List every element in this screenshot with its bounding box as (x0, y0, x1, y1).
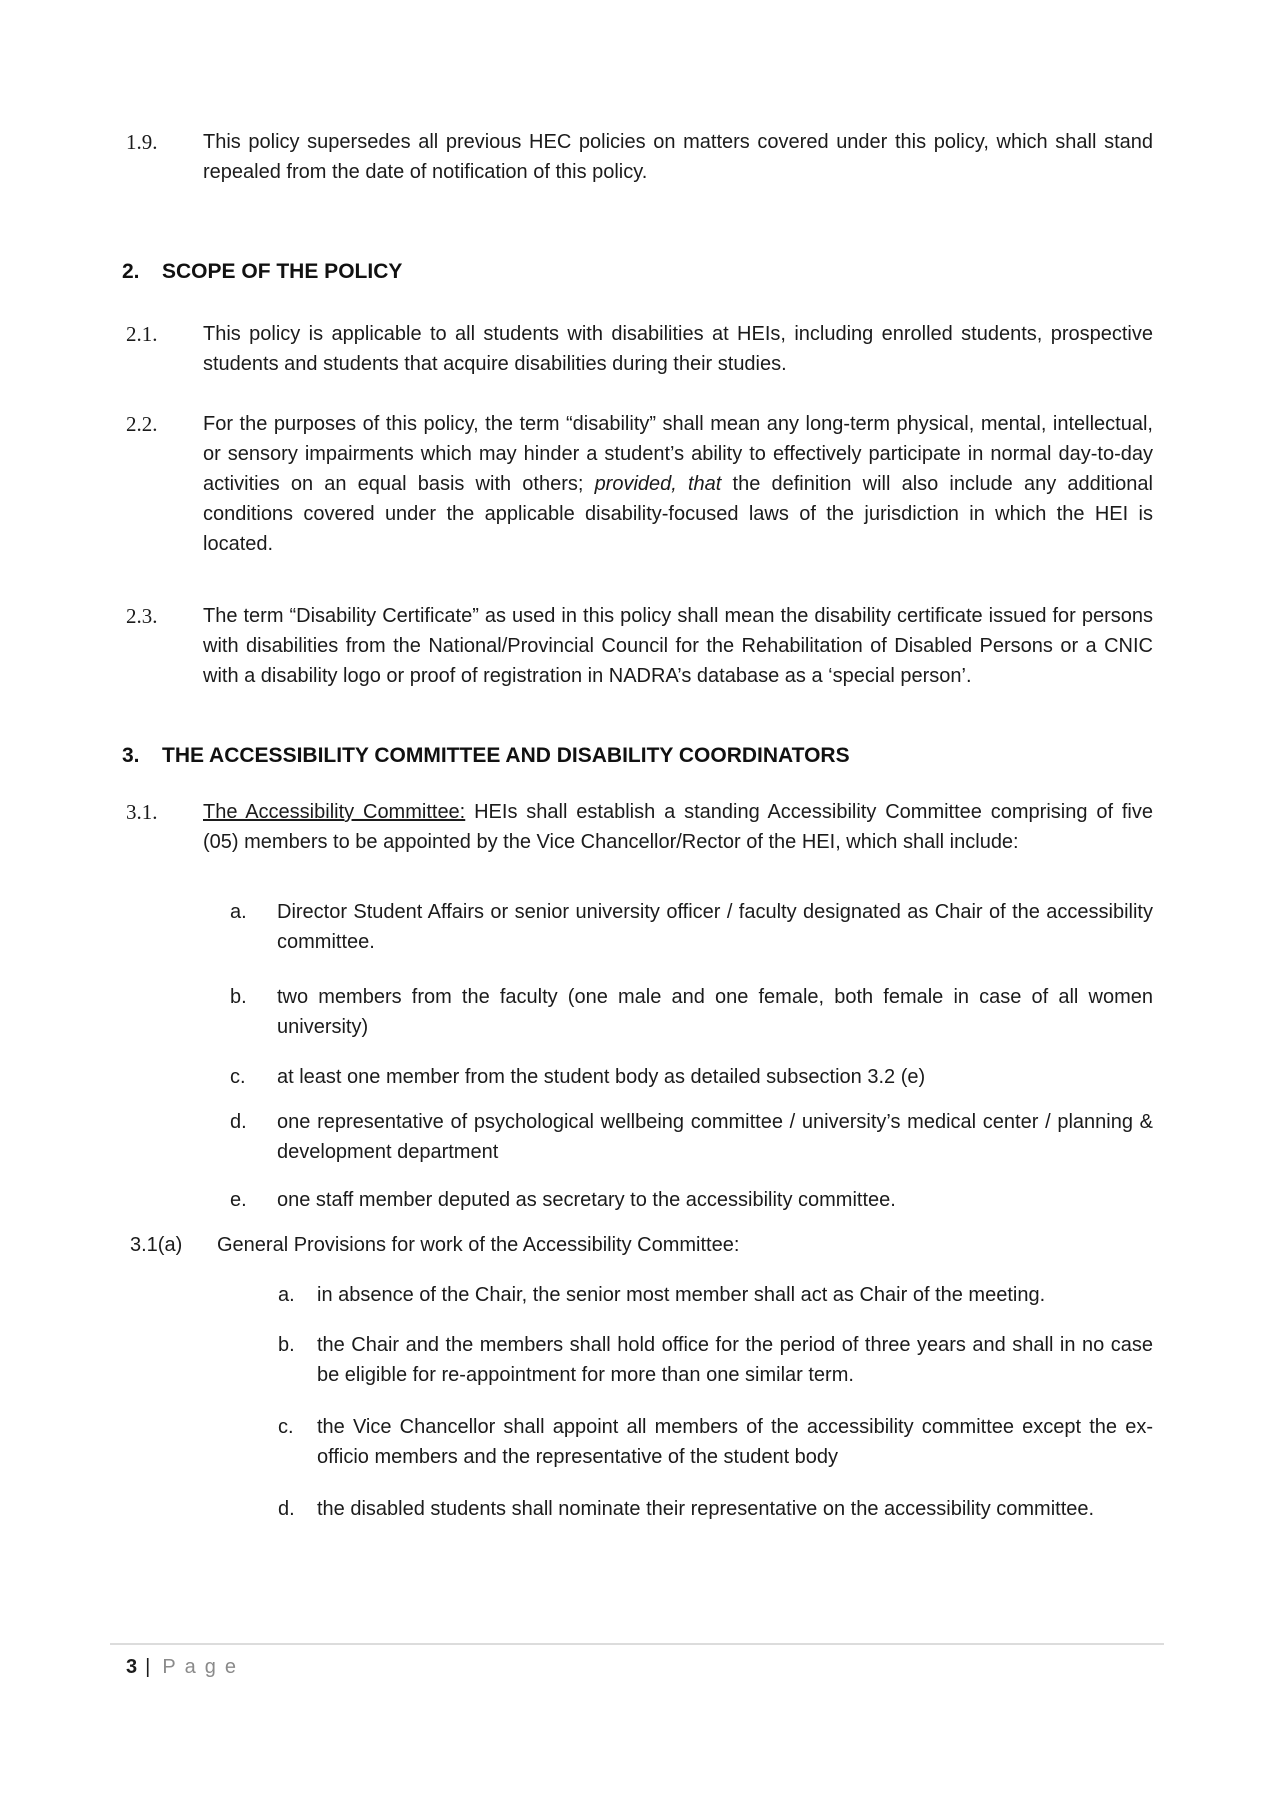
clause-number: 3.1. (126, 800, 158, 824)
clause-text (203, 801, 1153, 853)
clause-1-9 (126, 127, 1153, 187)
list-marker: b. (278, 1334, 295, 1356)
list-item-text: two members from the faculty (one male and one female, both female in case of all women university) (277, 986, 1153, 1038)
heading-title: SCOPE OF THE POLICY (162, 260, 403, 283)
clause-text: This policy supersedes all previous HEC policies on matters covered under this policy, which shall stand repealed from the date of notification of this policy. (203, 131, 1153, 183)
list-marker: a. (230, 901, 247, 923)
clause-3-1a (130, 1230, 1153, 1260)
clause-number: 2.3. (126, 604, 158, 628)
clause-text: The term “Disability Certificate” as used in this policy shall mean the disability certificate issued for persons with disabilities from the National/Provincial Council for the Rehabilitation of Disabled Persons or a CNIC with a disability logo or proof of registration in NADRA’s database as a ‘special person’. (203, 605, 1153, 687)
clause-number: 2.1. (126, 322, 158, 346)
list-item (230, 897, 1153, 957)
clause-number: 1.9. (126, 130, 158, 154)
list-item (278, 1412, 1153, 1472)
clause-text-segment: For the purposes of this policy, the term “disability” shall mean any long-term physical, mental, intellectual, or sensory impairments which may hinder a student’s ability to effectively participate in normal day-to-day activities on an equal basis with others; (203, 413, 1153, 495)
section-heading-accessibility-committee (122, 741, 1153, 771)
clause-3-1 (126, 797, 1153, 857)
section-heading-scope (122, 257, 1153, 287)
clause-number: 2.2. (126, 412, 158, 436)
heading-number: 3. (122, 744, 140, 767)
clause-2-2 (126, 409, 1153, 559)
list-item (230, 1185, 1153, 1215)
list-item-text: the Chair and the members shall hold office for the period of three years and shall in no case be eligible for re-appointment for more than one similar term. (317, 1334, 1153, 1386)
list-item-text: one staff member deputed as secretary to the accessibility committee. (277, 1189, 896, 1211)
footer-divider (110, 1643, 1164, 1645)
list-item-text: one representative of psychological wellbeing committee / university’s medical center / planning & development department (277, 1111, 1153, 1163)
heading-number: 2. (122, 260, 140, 283)
clause-text-segment: HEIs shall establish a standing Accessibility Committee comprising of five (05) members to be appointed by the Vice Chancellor/Rector of the HEI, which shall include: (203, 801, 1154, 853)
clause-text-underlined: The Accessibility Committee: (203, 801, 466, 823)
footer-page-label: Page (162, 1656, 246, 1678)
list-item-text: the disabled students shall nominate their representative on the accessibility committee. (317, 1498, 1095, 1520)
list-marker: c. (230, 1066, 246, 1088)
list-marker: b. (230, 986, 247, 1008)
list-item-text: at least one member from the student body as detailed subsection 3.2 (e) (277, 1066, 926, 1088)
list-item (278, 1494, 1153, 1524)
clause-number: 3.1(a) (130, 1234, 183, 1256)
list-marker: d. (278, 1498, 295, 1520)
clause-text (203, 413, 1153, 555)
list-marker: a. (278, 1284, 295, 1306)
list-item (230, 1107, 1153, 1167)
page-number: 3 (126, 1656, 138, 1678)
list-item (230, 982, 1153, 1042)
list-marker: d. (230, 1111, 247, 1133)
footer-separator: | (145, 1656, 151, 1678)
clause-text-italic: provided, that (594, 473, 722, 495)
clause-text-segment: the definition will also include any additional conditions covered under the applicable disability-focused laws of the jurisdiction in which the HEI is located. (203, 473, 1153, 555)
list-marker: e. (230, 1189, 247, 1211)
clause-text: General Provisions for work of the Accessibility Committee: (217, 1234, 740, 1256)
list-marker: c. (278, 1416, 294, 1438)
list-item (230, 1062, 1153, 1092)
list-item-text: in absence of the Chair, the senior most member shall act as Chair of the meeting. (317, 1284, 1046, 1306)
clause-2-3 (126, 601, 1153, 691)
list-item-text: the Vice Chancellor shall appoint all members of the accessibility committee except the ex-officio members and the representative of the student body (317, 1416, 1153, 1468)
list-item-text: Director Student Affairs or senior university officer / faculty designated as Chair of the accessibility committee. (277, 901, 1153, 953)
clause-text: This policy is applicable to all students with disabilities at HEIs, including enrolled students, prospective students and students that acquire disabilities during their studies. (203, 323, 1153, 375)
list-item (278, 1280, 1153, 1310)
page-footer (126, 1652, 245, 1682)
heading-title: THE ACCESSIBILITY COMMITTEE AND DISABILITY COORDINATORS (162, 744, 850, 767)
list-item (278, 1330, 1153, 1390)
clause-2-1 (126, 319, 1153, 379)
